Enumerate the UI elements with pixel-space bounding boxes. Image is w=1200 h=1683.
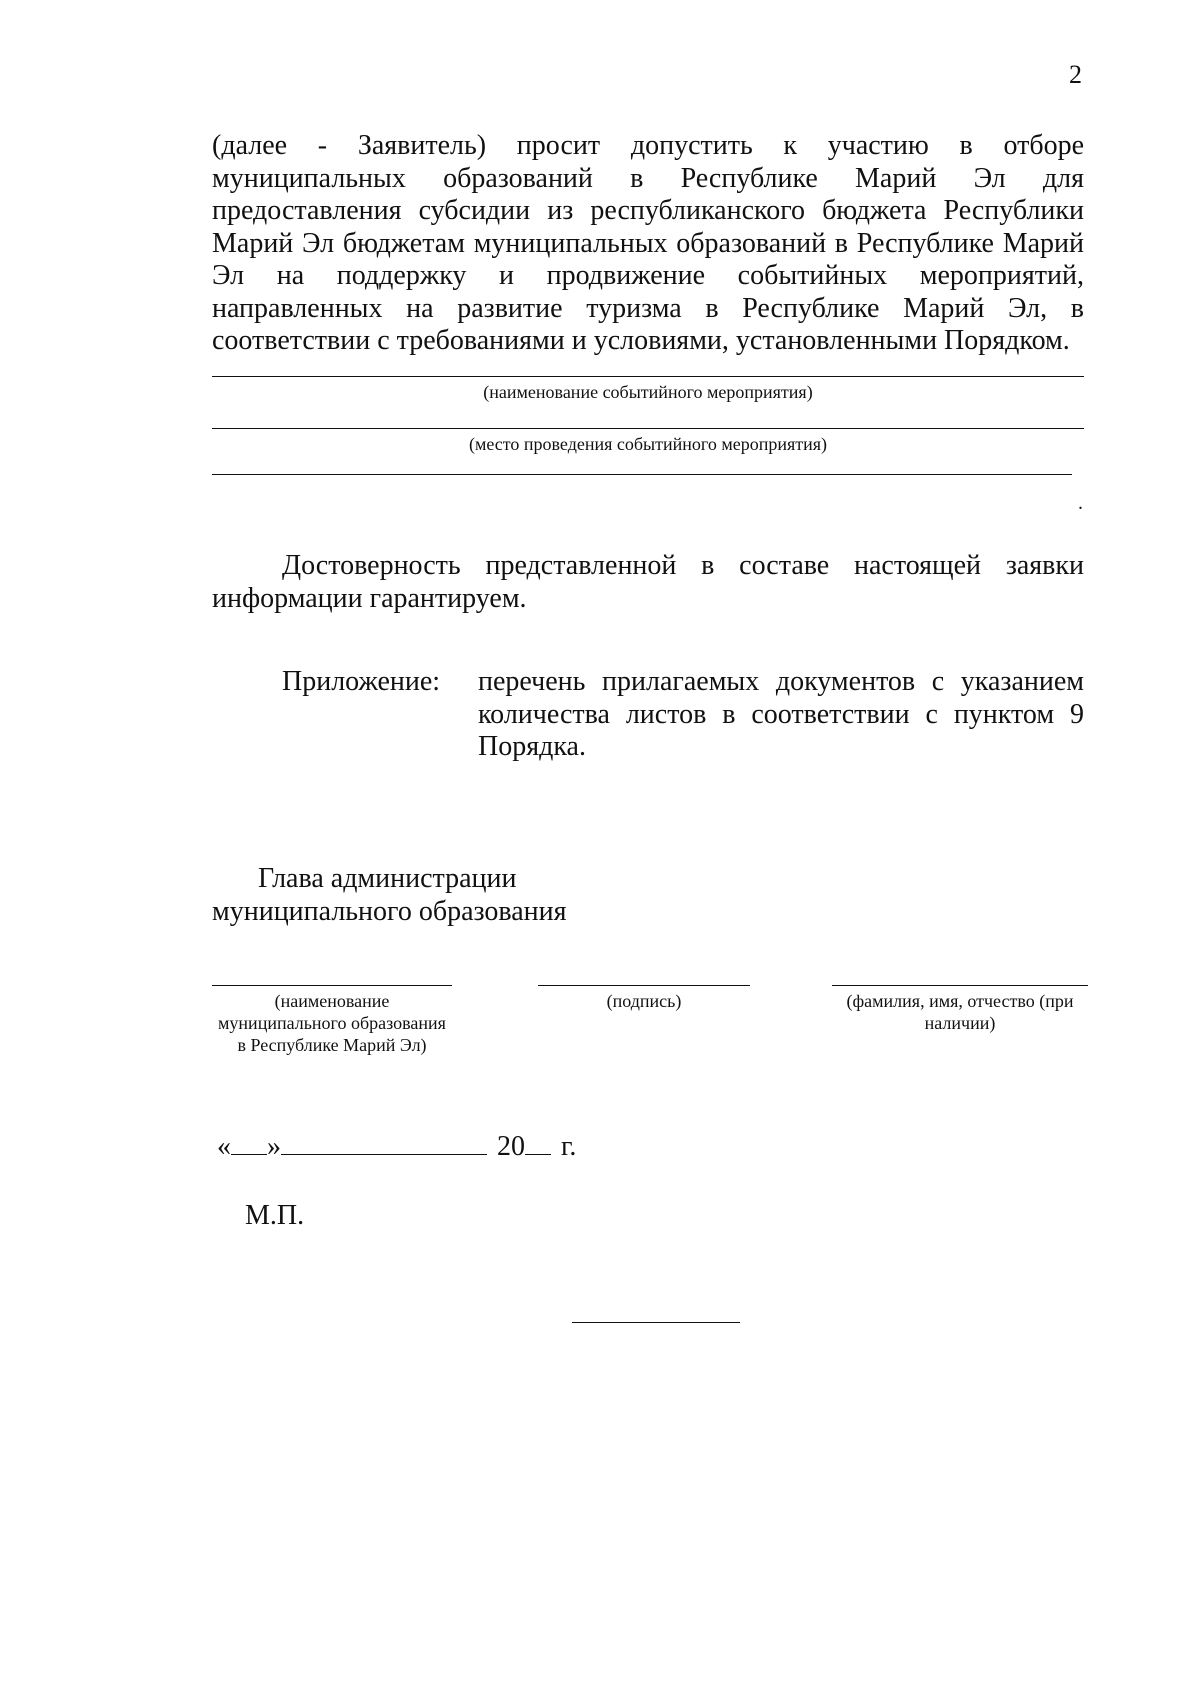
year-blank xyxy=(525,1130,551,1155)
municipality-line xyxy=(212,985,452,986)
municipality-caption: (наименование муниципального образования в Республике Марий Эл) xyxy=(218,991,446,1055)
appendix-label: Приложение: xyxy=(282,666,441,697)
extra-fill-line xyxy=(212,474,1072,475)
date-open-quote: « xyxy=(217,1131,231,1162)
page-number: 2 xyxy=(1069,60,1082,89)
signature-line xyxy=(538,985,750,986)
seal-label: М.П. xyxy=(245,1200,305,1231)
date-close-quote: » xyxy=(267,1131,281,1162)
month-blank xyxy=(281,1130,487,1155)
event-place-line xyxy=(212,428,1084,429)
date-line xyxy=(217,1130,576,1163)
day-blank xyxy=(231,1130,267,1155)
trailing-dot: . xyxy=(1078,492,1083,514)
signature-caption: (подпись) xyxy=(606,991,682,1011)
signatory-title: Глава администрации xyxy=(258,863,517,894)
appendix-text: перечень прилагаемых документов с указанием количества листов в соответствии с пунктом 9 Порядка. xyxy=(478,666,1084,762)
year-prefix: 20 xyxy=(497,1131,525,1162)
signatory-organization: муниципального образования xyxy=(212,896,567,927)
end-of-document-line xyxy=(572,1322,740,1323)
guarantee-paragraph: Достоверность представленной в составе настоящей заявки информации гарантируем. xyxy=(212,550,1084,614)
full-name-line xyxy=(832,985,1088,986)
full-name-caption: (фамилия, имя, отчество (при наличии) xyxy=(846,991,1074,1033)
event-place-caption: (место проведения событийного мероприятия) xyxy=(468,434,828,454)
signatory-block xyxy=(212,862,567,928)
event-name-line xyxy=(212,376,1084,377)
event-name-caption: (наименование событийного мероприятия) xyxy=(483,382,813,402)
intro-paragraph: (далее - Заявитель) просит допустить к участию в отборе муниципальных образований в Республике Марий Эл для предоставления субсидии из республиканского бюджета Республики Марий Эл бюджетам муниципальных образований в Республике Марий Эл на поддержку и продвижение событийных мероприятий, направленных на развитие туризма в Республике Марий Эл, в соответствии с требованиями и условиями, установленными Порядком. xyxy=(212,130,1084,356)
year-suffix: г. xyxy=(561,1131,577,1162)
